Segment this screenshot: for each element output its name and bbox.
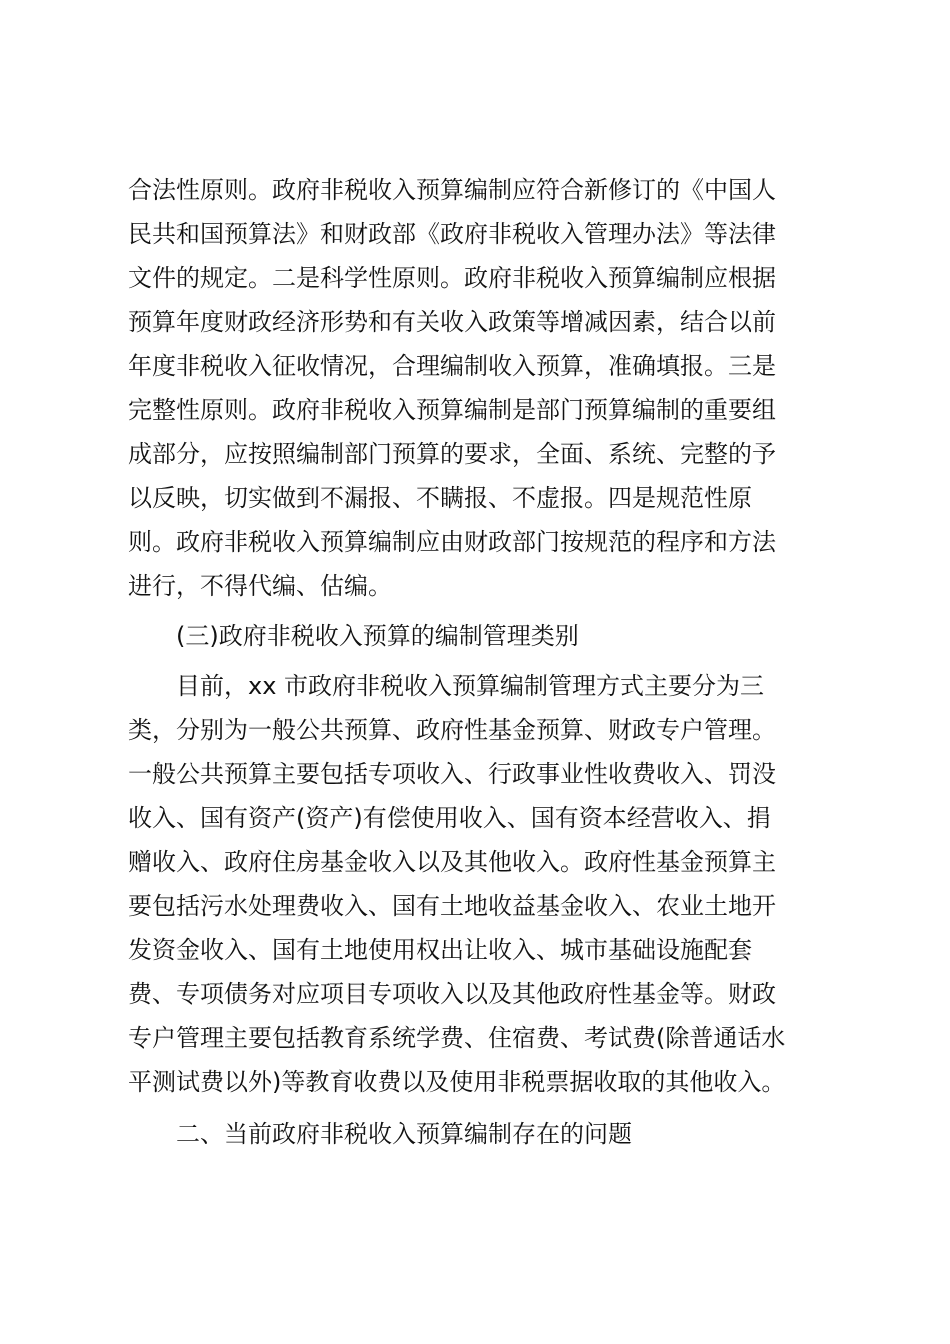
- body-line-18: 发资金收入、国有土地使用权出让收入、城市基础设施配套: [128, 936, 752, 964]
- body-line-15: 收入、国有资产(资产)有偿使用收入、国有资本经营收入、捐: [128, 804, 771, 832]
- body-line-14: 一般公共预算主要包括专项收入、行政事业性收费收入、罚没: [128, 760, 776, 788]
- body-line-2: 民共和国预算法》和财政部《政府非税收入管理办法》等法律: [128, 220, 776, 248]
- body-line-13: 类，分别为一般公共预算、政府性基金预算、财政专户管理。: [128, 716, 776, 744]
- body-line-4: 预算年度财政经济形势和有关收入政策等增减因素，结合以前: [128, 308, 776, 336]
- body-line-8: 以反映，切实做到不漏报、不瞒报、不虚报。四是规范性原: [128, 484, 752, 512]
- body-line-19: 费、专项债务对应项目专项收入以及其他政府性基金等。财政: [128, 980, 776, 1008]
- body-line-1: 合法性原则。政府非税收入预算编制应符合新修订的《中国人: [128, 176, 776, 204]
- body-line-9: 则。政府非税收入预算编制应由财政部门按规范的程序和方法: [128, 528, 776, 556]
- body-line-3: 文件的规定。二是科学性原则。政府非税收入预算编制应根据: [128, 264, 776, 292]
- body-line-20: 专户管理主要包括教育系统学费、住宿费、考试费(除普通话水: [128, 1024, 786, 1052]
- body-line-16: 赠收入、政府住房基金收入以及其他收入。政府性基金预算主: [128, 848, 776, 876]
- section-heading-2: 二、当前政府非税收入预算编制存在的问题: [176, 1120, 632, 1148]
- body-line-5: 年度非税收入征收情况，合理编制收入预算，准确填报。三是: [128, 352, 776, 380]
- body-line-6: 完整性原则。政府非税收入预算编制是部门预算编制的重要组: [128, 396, 776, 424]
- section-heading-3: (三)政府非税收入预算的编制管理类别: [176, 622, 579, 650]
- body-line-21: 平测试费以外)等教育收费以及使用非税票据收取的其他收入。: [128, 1068, 786, 1096]
- body-line-17: 要包括污水处理费收入、国有土地收益基金收入、农业土地开: [128, 892, 776, 920]
- body-line-7: 成部分，应按照编制部门预算的要求，全面、系统、完整的予: [128, 440, 776, 468]
- body-line-10: 进行，不得代编、估编。: [128, 572, 392, 600]
- body-line-12: 目前，xx 市政府非税收入预算编制管理方式主要分为三: [176, 672, 765, 700]
